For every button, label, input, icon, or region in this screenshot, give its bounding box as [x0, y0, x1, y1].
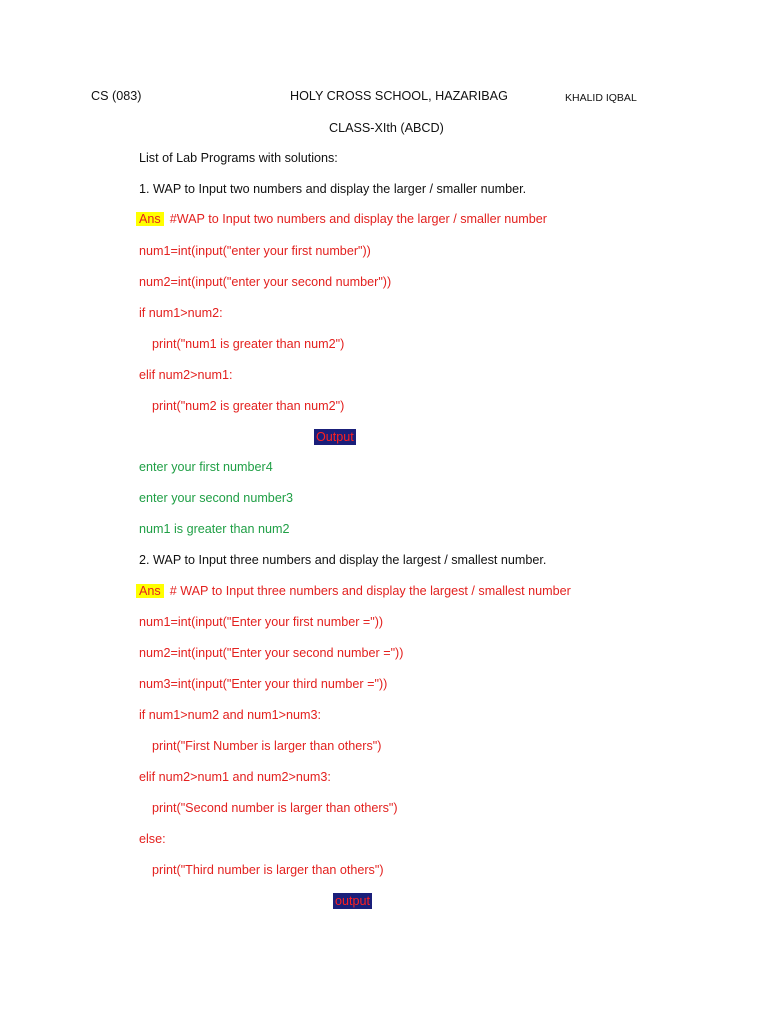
code-line: num1=int(input("enter your first number")) [139, 244, 371, 258]
question-2: 2. WAP to Input three numbers and display the largest / smallest number. [139, 553, 547, 567]
answer-label: Ans [136, 212, 164, 226]
code-line: if num1>num2 and num1>num3: [139, 708, 322, 722]
code-line: elif num2>num1: [139, 368, 233, 382]
answer-label: Ans [136, 584, 164, 598]
answer-1-line [136, 211, 547, 227]
code-comment: #WAP to Input two numbers and display the larger / smaller number [169, 212, 547, 226]
code-line: elif num2>num1 and num2>num3: [139, 770, 331, 784]
code-line: print("First Number is larger than others") [152, 739, 382, 753]
code-line: print("Third number is larger than others") [152, 863, 384, 877]
output-line: enter your second number3 [139, 491, 294, 505]
code-line: print("num2 is greater than num2") [152, 399, 345, 413]
output-line: enter your first number4 [139, 460, 273, 474]
author-name: KHALID IQBAL [565, 92, 637, 104]
code-line: num2=int(input("Enter your second number =")) [139, 646, 404, 660]
course-code: CS (083) [91, 89, 142, 103]
output-badge-1 [314, 429, 356, 445]
code-line: num2=int(input("enter your second number")) [139, 275, 392, 289]
code-line: print("num1 is greater than num2") [152, 337, 345, 351]
output-line: num1 is greater than num2 [139, 522, 290, 536]
answer-2-line [136, 583, 571, 599]
code-line: num3=int(input("Enter your third number =")) [139, 677, 388, 691]
class-title: CLASS-XIth (ABCD) [329, 121, 444, 135]
output-badge-2 [333, 893, 372, 909]
output-label: Output [316, 430, 354, 444]
code-line: num1=int(input("Enter your first number =")) [139, 615, 384, 629]
intro-text: List of Lab Programs with solutions: [139, 151, 338, 165]
question-1: 1. WAP to Input two numbers and display the larger / smaller number. [139, 182, 527, 196]
code-line: if num1>num2: [139, 306, 223, 320]
code-line: else: [139, 832, 166, 846]
code-comment: # WAP to Input three numbers and display the largest / smallest number [169, 584, 571, 598]
output-label: output [335, 894, 371, 908]
code-line: print("Second number is larger than others") [152, 801, 398, 815]
school-name: HOLY CROSS SCHOOL, HAZARIBAG [290, 89, 508, 103]
